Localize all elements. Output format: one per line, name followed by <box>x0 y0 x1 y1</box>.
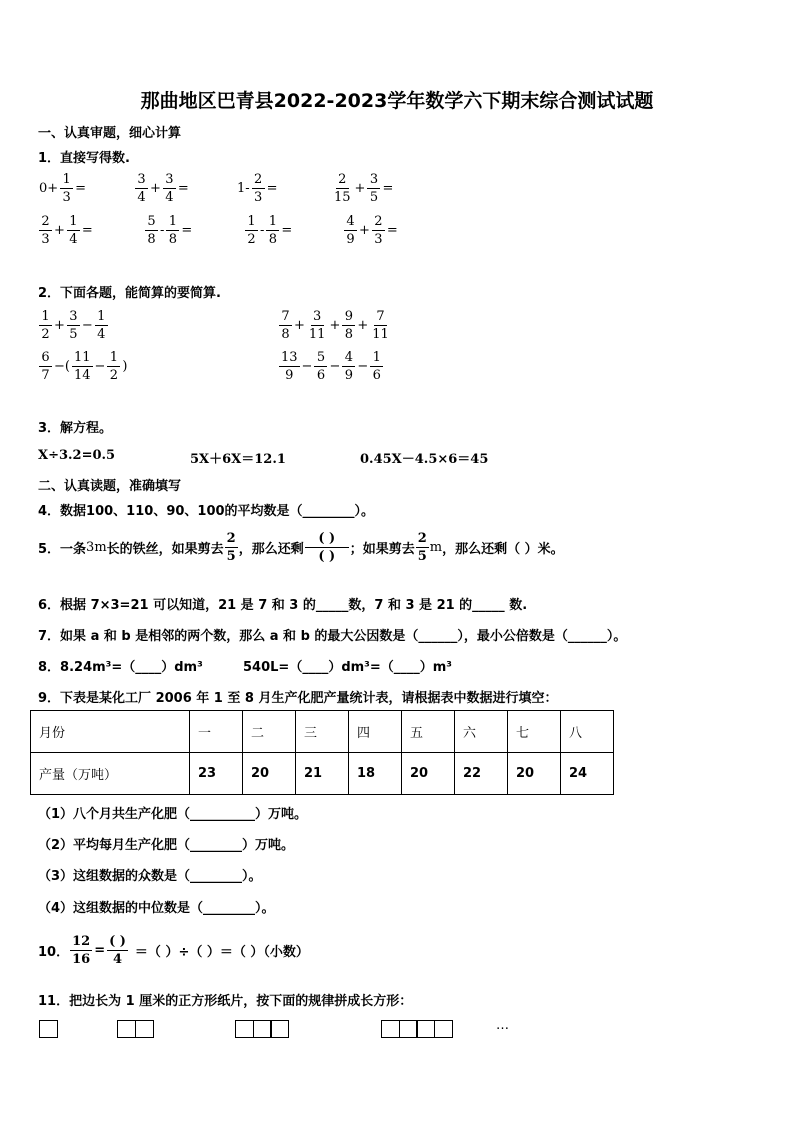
fraction: $\frac{1}{2}$ <box>107 349 120 384</box>
operator: −( <box>54 359 70 374</box>
operator: − <box>329 359 341 374</box>
q9-sub-3: （3）这组数据的众数是（________）。 <box>38 869 262 884</box>
operator: + <box>357 318 369 333</box>
q2-label: 2．下面各题，能简算的要简算. <box>38 286 221 301</box>
q8-part-a: 8．8.24m³=（____）dm³ <box>38 660 203 675</box>
operator: = <box>281 223 293 238</box>
math-expression <box>236 171 279 206</box>
operator: = <box>81 223 93 238</box>
operator: = <box>386 223 398 238</box>
q5-part-e: ，那么还剩（ ）米。 <box>442 542 564 557</box>
q9-table <box>30 710 614 795</box>
operator: + <box>359 223 370 238</box>
q5-length: 3m <box>86 540 107 555</box>
fraction: $\frac{1}{8}$ <box>266 213 279 248</box>
math-expression <box>278 349 384 384</box>
operator: + <box>354 181 366 196</box>
fraction: $\frac{1}{2}$ <box>245 213 258 248</box>
table-cell: 六 <box>455 711 508 753</box>
q3-label: 3．解方程。 <box>38 421 113 436</box>
fraction: $\frac{3}{5}$ <box>67 308 80 343</box>
q10-equals: = <box>94 943 106 958</box>
math-expression <box>343 213 399 248</box>
q10-rest: ＝（ ）÷（ ）＝（ ）（小数） <box>134 945 309 960</box>
operator: − <box>357 359 369 374</box>
operator: 1- <box>237 181 250 196</box>
fraction: $\frac{7}{8}$ <box>279 308 292 343</box>
table-cell: 产量（万吨） <box>31 753 190 795</box>
operator: − <box>94 359 106 374</box>
operator: + <box>329 318 341 333</box>
q10-fraction-1: $\frac{12}{16}$ <box>72 934 91 967</box>
fraction: $\frac{5}{8}$ <box>145 213 158 248</box>
fraction: $\frac{4}{9}$ <box>344 213 357 248</box>
fraction: $\frac{3}{11}$ <box>308 309 326 342</box>
square-pattern-3 <box>235 1020 289 1036</box>
table-cell: 一 <box>190 711 243 753</box>
table-cell: 20 <box>402 753 455 795</box>
table-cell: 八 <box>561 711 614 753</box>
q6-text: 6．根据 7×3=21 可以知道，21 是 7 和 3 的_____数，7 和 3 是 21 的_____ 数. <box>38 598 528 613</box>
fraction: $\frac{1}{4}$ <box>95 308 108 343</box>
q5-part-d: ；如果剪去 <box>349 542 415 557</box>
q4-text: 4．数据100、110、90、100的平均数是（________）。 <box>38 504 375 519</box>
table-cell: 七 <box>508 711 561 753</box>
math-expression <box>134 171 190 206</box>
q5-fraction-1: $\frac{2}{5}$ <box>226 531 236 564</box>
operator: = <box>181 223 193 238</box>
q10-label: 10． <box>38 945 70 960</box>
fraction: $\frac{6}{7}$ <box>39 349 52 384</box>
q5-part-b: 长的铁丝，如果剪去 <box>106 542 224 557</box>
table-cell: 二 <box>243 711 296 753</box>
table-cell: 月份 <box>31 711 190 753</box>
q5-unit: m <box>429 540 443 555</box>
fraction: $\frac{3}{4}$ <box>135 171 148 206</box>
operator: = <box>382 181 394 196</box>
math-expression <box>38 349 129 384</box>
operator: - <box>160 223 165 238</box>
fraction: $\frac{3}{5}$ <box>367 171 380 206</box>
square-pattern-1 <box>39 1020 58 1036</box>
fraction: $\frac{7}{11}$ <box>372 309 389 342</box>
operator: − <box>301 359 313 374</box>
fraction: $\frac{11}{14}$ <box>73 350 91 383</box>
q10-fraction-2: $\frac{( )}{4}$ <box>109 934 126 967</box>
q3-equation-3: 0.45X－4.5×6＝45 <box>360 452 489 467</box>
fraction: $\frac{9}{8}$ <box>342 308 355 343</box>
q5-fraction-2: $\frac{2}{5}$ <box>417 531 427 564</box>
table-cell: 四 <box>349 711 402 753</box>
fraction: $\frac{2}{3}$ <box>39 213 52 248</box>
square-pattern-4 <box>381 1020 453 1036</box>
operator: ) <box>122 359 128 374</box>
operator: = <box>177 181 189 196</box>
q5-blank-fraction: $\frac{( )}{( )}$ <box>305 530 349 565</box>
fraction: $\frac{3}{4}$ <box>163 171 176 206</box>
fraction: $\frac{1}{4}$ <box>67 213 80 248</box>
table-cell: 20 <box>508 753 561 795</box>
math-expression <box>244 213 293 248</box>
table-header-row <box>31 711 614 753</box>
table-cell: 20 <box>243 753 296 795</box>
q3-equation-2: 5X＋6X＝12.1 <box>190 452 286 467</box>
q9-sub-4: （4）这组数据的中位数是（________）。 <box>38 901 275 916</box>
operator: + <box>294 318 305 333</box>
q3-equation-1: X÷3.2=0.5 <box>38 448 116 463</box>
q5-part-c: ，那么还剩 <box>238 542 304 557</box>
operator: + <box>150 181 161 196</box>
q11-ellipsis: … <box>496 1018 509 1033</box>
q9-sub-2: （2）平均每月生产化肥（________）万吨。 <box>38 838 295 853</box>
fraction: $\frac{1}{3}$ <box>60 171 73 206</box>
operator: = <box>266 181 278 196</box>
fraction: $\frac{2}{3}$ <box>252 171 265 206</box>
table-row <box>31 753 614 795</box>
table-cell: 24 <box>561 753 614 795</box>
section-1-heading: 一、认真审题，细心计算 <box>38 126 182 141</box>
q9-label: 9．下表是某化工厂 2006 年 1 至 8 月生产化肥产量统计表，请根据表中数据进行填空： <box>38 691 558 706</box>
q11-label: 11．把边长为 1 厘米的正方形纸片，按下面的规律拼成长方形： <box>38 994 413 1009</box>
q10-text <box>38 933 309 968</box>
q1-label: 1．直接写得数. <box>38 151 130 166</box>
fraction: $\frac{1}{2}$ <box>39 308 52 343</box>
q8-part-b: 540L=（____）dm³=（____）m³ <box>243 660 452 675</box>
table-cell: 23 <box>190 753 243 795</box>
math-expression <box>331 171 394 206</box>
fraction: $\frac{1}{8}$ <box>166 213 179 248</box>
operator: − <box>81 318 93 333</box>
fraction: $\frac{5}{6}$ <box>314 349 327 384</box>
math-expression <box>38 308 109 343</box>
fraction: $\frac{2}{15}$ <box>334 172 351 205</box>
operator: - <box>260 223 265 238</box>
table-cell: 21 <box>296 753 349 795</box>
math-expression <box>38 171 87 206</box>
table-cell: 22 <box>455 753 508 795</box>
operator: + <box>54 223 65 238</box>
math-expression <box>38 213 94 248</box>
math-expression <box>144 213 193 248</box>
table-cell: 18 <box>349 753 402 795</box>
q7-text: 7．如果 a 和 b 是相邻的两个数，那么 a 和 b 的最大公因数是（______），最小公倍数是（______）。 <box>38 629 627 644</box>
q5-text <box>38 530 564 565</box>
fraction: $\frac{1}{6}$ <box>370 349 383 384</box>
operator: 0+ <box>39 181 59 196</box>
page-title: 那曲地区巴青县2022-2023学年数学六下期末综合测试试题 <box>140 90 654 112</box>
q9-sub-1: （1）八个月共生产化肥（__________）万吨。 <box>38 807 308 822</box>
fraction: $\frac{4}{9}$ <box>342 349 355 384</box>
fraction: $\frac{13}{9}$ <box>281 350 298 383</box>
operator: = <box>75 181 87 196</box>
math-expression <box>278 308 392 343</box>
q5-part-a: 5．一条 <box>38 542 87 557</box>
table-cell: 五 <box>402 711 455 753</box>
fraction: $\frac{2}{3}$ <box>372 213 385 248</box>
operator: + <box>54 318 65 333</box>
table-cell: 三 <box>296 711 349 753</box>
section-2-heading: 二、认真读题，准确填写 <box>38 479 182 494</box>
square-pattern-2 <box>117 1020 154 1036</box>
